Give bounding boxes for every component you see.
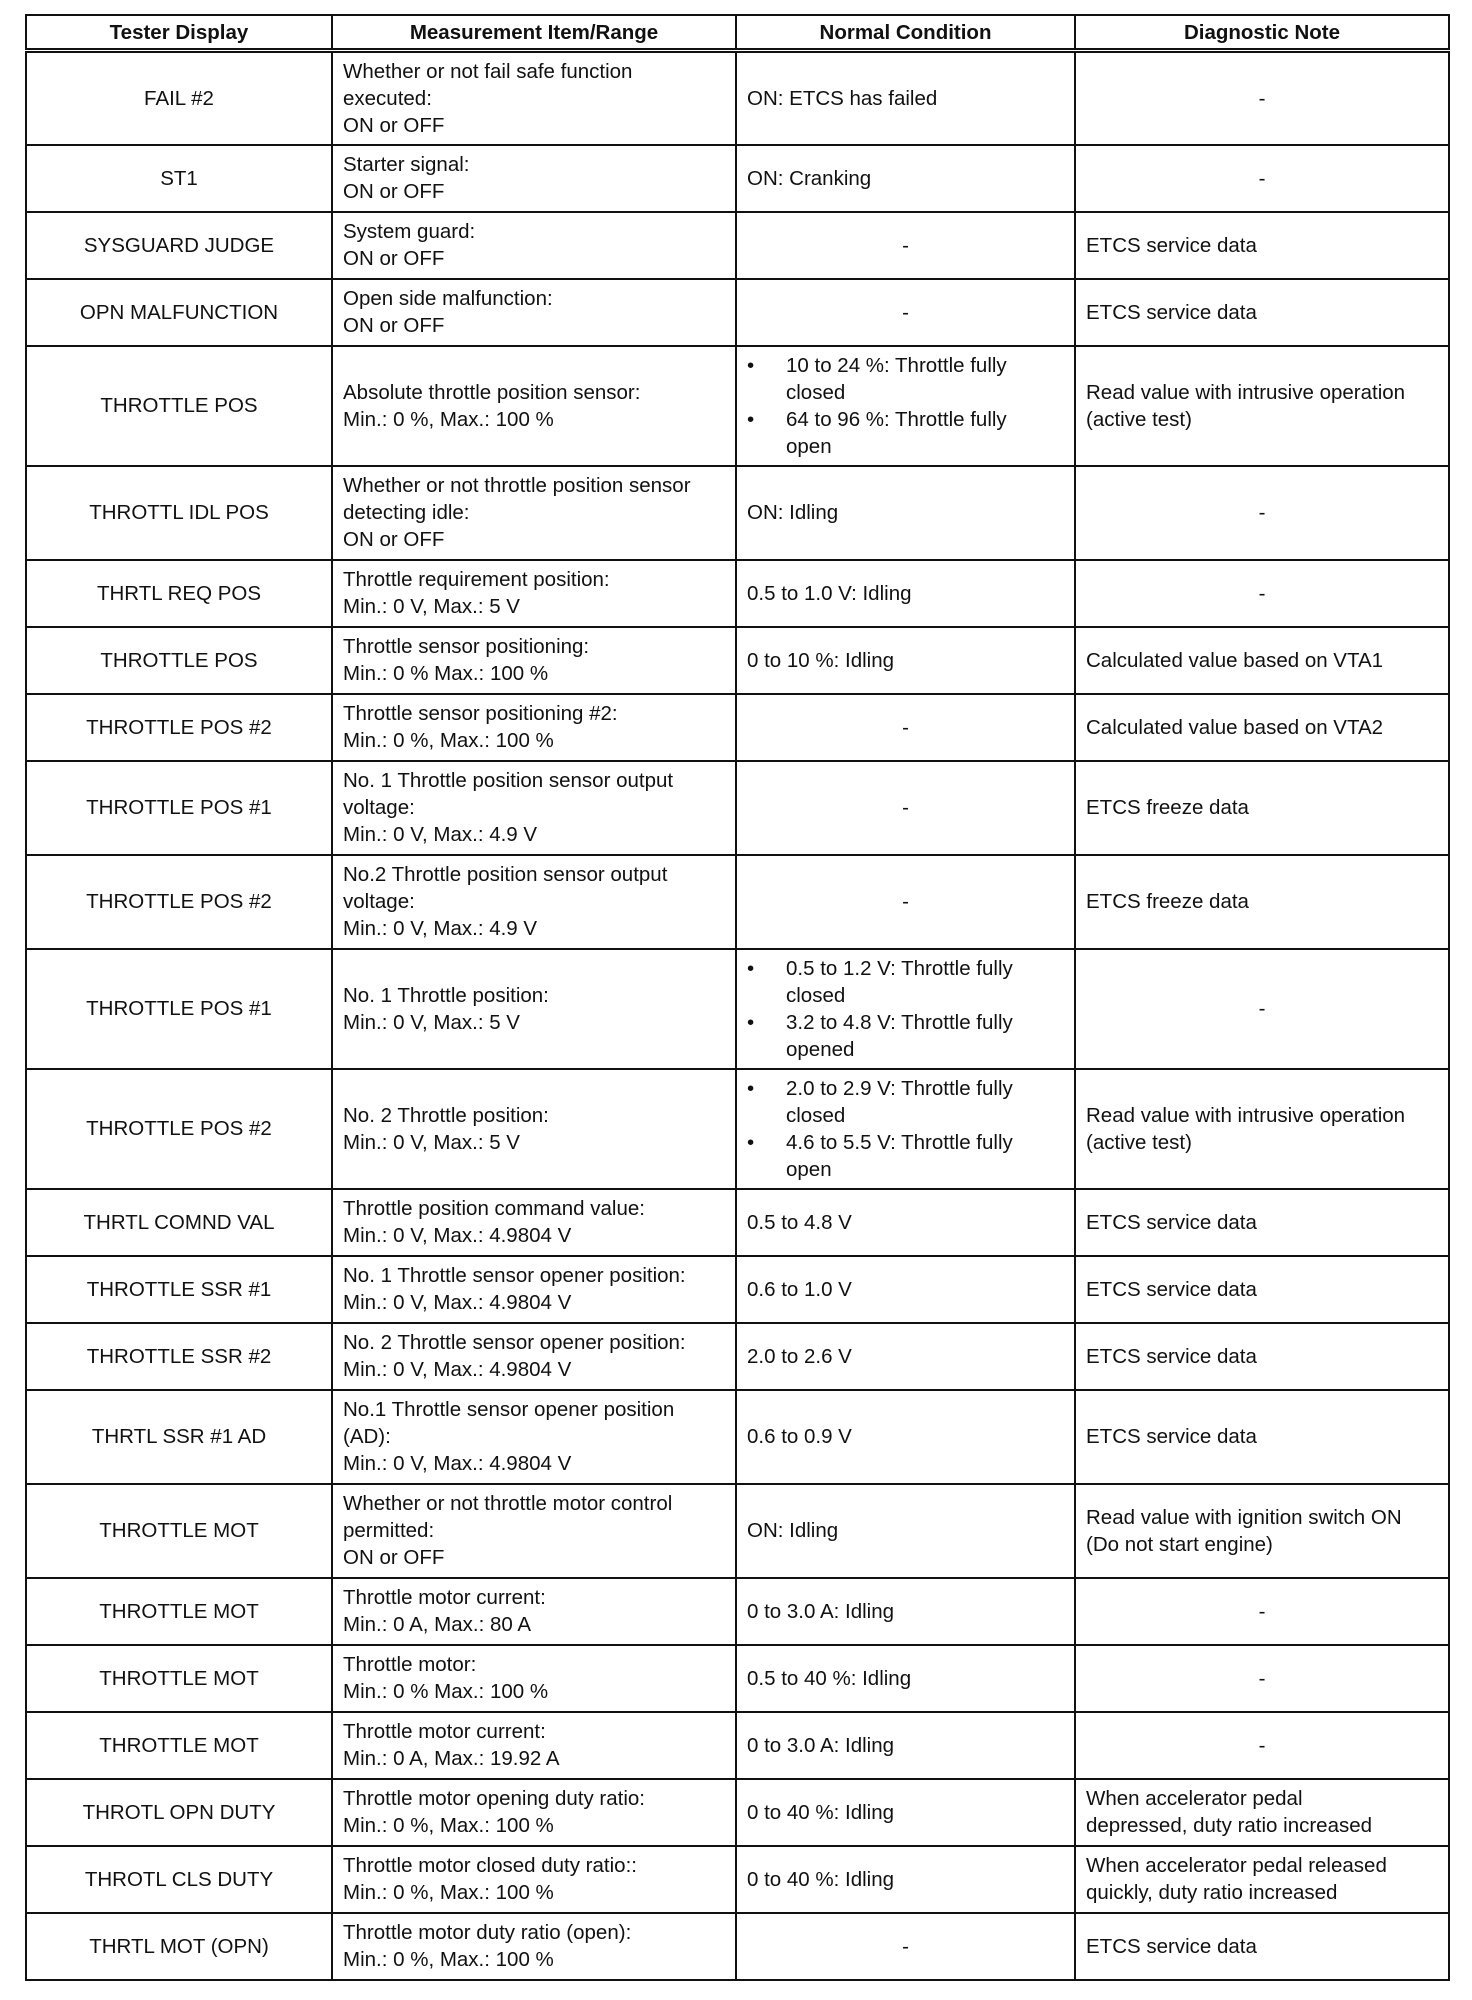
table-row bbox=[26, 466, 1449, 560]
normal-condition-line: • 64 to 96 %: Throttle fully bbox=[786, 407, 1007, 431]
tester-display-cell: THROTTLE SSR #2 bbox=[26, 1323, 332, 1390]
normal-condition-cell bbox=[736, 145, 1075, 212]
diagnostic-note-cell bbox=[1075, 1069, 1449, 1189]
diagnostic-note-cell bbox=[1075, 855, 1449, 949]
diagnostic-note-cell bbox=[1075, 1846, 1449, 1913]
measurement-item-cell bbox=[332, 1189, 736, 1256]
tester-display-cell: THROTTLE MOT bbox=[26, 1712, 332, 1779]
normal-condition-bullet-item bbox=[772, 1075, 1064, 1129]
diagnostic-note-line: (Do not start engine) bbox=[1086, 1532, 1273, 1556]
measurement-item-cell bbox=[332, 279, 736, 346]
tester-display-cell: THROTL CLS DUTY bbox=[26, 1846, 332, 1913]
table-row bbox=[26, 761, 1449, 855]
tester-display-cell: THROTTLE MOT bbox=[26, 1484, 332, 1578]
measurement-item-line: No.2 Throttle position sensor output bbox=[343, 863, 668, 886]
normal-condition-line: - bbox=[902, 1934, 909, 1958]
tester-display-cell: THROTTLE POS #2 bbox=[26, 855, 332, 949]
measurement-item-line: Min.: 0 %, Max.: 100 % bbox=[343, 1948, 554, 1971]
normal-condition-line: ON: Cranking bbox=[747, 166, 872, 190]
tester-display-cell: THROTTLE POS #2 bbox=[26, 694, 332, 761]
normal-condition-line: 0 to 40 %: Idling bbox=[747, 1800, 895, 1824]
measurement-item-cell bbox=[332, 1779, 736, 1846]
table-row bbox=[26, 1712, 1449, 1779]
measurement-item-cell bbox=[332, 694, 736, 761]
table-row bbox=[26, 1256, 1449, 1323]
normal-condition-cell bbox=[736, 1323, 1075, 1390]
measurement-item-cell bbox=[332, 1484, 736, 1578]
diagnostic-note-line: - bbox=[1258, 501, 1266, 524]
measurement-item-line: Starter signal: bbox=[343, 153, 470, 176]
tester-display-cell: THROTTL IDL POS bbox=[26, 466, 332, 560]
table-row bbox=[26, 1189, 1449, 1256]
normal-condition-cell bbox=[736, 761, 1075, 855]
tester-display-cell: THRTL MOT (OPN) bbox=[26, 1913, 332, 1980]
diagnostic-note-line: - bbox=[1258, 997, 1266, 1020]
normal-condition-cell bbox=[736, 1484, 1075, 1578]
diagnostic-note-cell bbox=[1075, 279, 1449, 346]
normal-condition-line: opened bbox=[786, 1037, 855, 1061]
diagnostic-note-cell bbox=[1075, 1390, 1449, 1484]
diagnostic-note-line: ETCS service data bbox=[1086, 1210, 1257, 1234]
measurement-item-line: Throttle motor closed duty ratio:: bbox=[343, 1854, 637, 1877]
measurement-item-line: Whether or not throttle position sensor bbox=[343, 474, 691, 497]
measurement-item-line: Throttle sensor positioning: bbox=[343, 635, 590, 658]
header-tester-display: Tester Display bbox=[26, 15, 332, 51]
header-normal-condition: Normal Condition bbox=[736, 15, 1075, 51]
table-row bbox=[26, 855, 1449, 949]
tester-display-cell: THROTTLE MOT bbox=[26, 1578, 332, 1645]
diagnostic-note-cell bbox=[1075, 466, 1449, 560]
measurement-item-line: Open side malfunction: bbox=[343, 287, 553, 310]
normal-condition-line: closed bbox=[786, 380, 846, 404]
measurement-item-line: Min.: 0 V, Max.: 4.9804 V bbox=[343, 1291, 572, 1314]
normal-condition-line: ON: ETCS has failed bbox=[747, 86, 938, 110]
normal-condition-line: • 10 to 24 %: Throttle fully bbox=[786, 353, 1007, 377]
normal-condition-line: • 4.6 to 5.5 V: Throttle fully bbox=[786, 1130, 1013, 1154]
measurement-item-line: Min.: 0 V, Max.: 4.9 V bbox=[343, 823, 538, 846]
table-row bbox=[26, 949, 1449, 1069]
measurement-item-line: ON or OFF bbox=[343, 247, 445, 270]
tester-display-cell: THRTL SSR #1 AD bbox=[26, 1390, 332, 1484]
measurement-item-line: Throttle requirement position: bbox=[343, 568, 610, 591]
measurement-item-line: Min.: 0 V, Max.: 4.9804 V bbox=[343, 1452, 572, 1475]
diagnostic-note-cell bbox=[1075, 1712, 1449, 1779]
measurement-item-cell bbox=[332, 1069, 736, 1189]
diagnostic-note-line: When accelerator pedal released bbox=[1086, 1854, 1387, 1877]
diagnostic-note-line: Calculated value based on VTA2 bbox=[1086, 715, 1384, 739]
normal-condition-cell bbox=[736, 51, 1075, 145]
measurement-item-line: Throttle motor opening duty ratio: bbox=[343, 1787, 645, 1810]
measurement-item-line: Min.: 0 %, Max.: 100 % bbox=[343, 407, 554, 431]
diagnostic-note-line: - bbox=[1258, 166, 1266, 190]
table-row bbox=[26, 51, 1449, 145]
diagnostic-note-line: ETCS service data bbox=[1086, 1425, 1257, 1448]
measurement-item-line: Throttle motor: bbox=[343, 1653, 477, 1676]
normal-condition-line: ON: Idling bbox=[747, 1519, 839, 1542]
measurement-item-cell bbox=[332, 560, 736, 627]
normal-condition-cell bbox=[736, 346, 1075, 466]
tester-display-cell: FAIL #2 bbox=[26, 51, 332, 145]
measurement-item-line: Min.: 0 V, Max.: 5 V bbox=[343, 1130, 520, 1154]
diagnostic-note-line: ETCS service data bbox=[1086, 1344, 1257, 1368]
diagnostic-note-cell bbox=[1075, 346, 1449, 466]
measurement-item-line: Min.: 0 V, Max.: 4.9804 V bbox=[343, 1224, 572, 1247]
table-row bbox=[26, 1069, 1449, 1189]
normal-condition-cell bbox=[736, 1846, 1075, 1913]
table-row bbox=[26, 1484, 1449, 1578]
measurement-item-line: Min.: 0 A, Max.: 80 A bbox=[343, 1613, 532, 1636]
table-row bbox=[26, 279, 1449, 346]
diagnostic-note-cell bbox=[1075, 1323, 1449, 1390]
tester-display-cell: THRTL COMND VAL bbox=[26, 1189, 332, 1256]
normal-condition-line: 0.5 to 1.0 V: Idling bbox=[747, 581, 912, 605]
measurement-item-cell bbox=[332, 1578, 736, 1645]
header-diagnostic-note: Diagnostic Note bbox=[1075, 15, 1449, 51]
diagnostic-note-line: Read value with intrusive operation bbox=[1086, 1103, 1406, 1127]
normal-condition-line: ON: Idling bbox=[747, 501, 839, 524]
table-row bbox=[26, 1578, 1449, 1645]
normal-condition-line: 0 to 40 %: Idling bbox=[747, 1867, 895, 1891]
measurement-item-line: ON or OFF bbox=[343, 180, 445, 203]
measurement-item-line: Throttle position command value: bbox=[343, 1197, 645, 1220]
measurement-item-line: executed: bbox=[343, 86, 432, 110]
measurement-item-cell bbox=[332, 855, 736, 949]
normal-condition-line: 0.5 to 4.8 V bbox=[747, 1210, 852, 1234]
measurement-item-line: (AD): bbox=[343, 1425, 391, 1448]
measurement-item-cell bbox=[332, 1846, 736, 1913]
normal-condition-bullet-list bbox=[747, 352, 1064, 460]
tester-display-cell: THRTL REQ POS bbox=[26, 560, 332, 627]
table-row bbox=[26, 1645, 1449, 1712]
normal-condition-line: • 2.0 to 2.9 V: Throttle fully bbox=[786, 1076, 1013, 1100]
measurement-item-line: Min.: 0 %, Max.: 100 % bbox=[343, 1881, 554, 1904]
measurement-item-line: ON or OFF bbox=[343, 1546, 445, 1569]
diagnostic-note-cell bbox=[1075, 1779, 1449, 1846]
diagnostic-note-cell bbox=[1075, 761, 1449, 855]
measurement-item-cell bbox=[332, 51, 736, 145]
diagnostic-note-line: - bbox=[1258, 1599, 1266, 1623]
normal-condition-line: 0.5 to 40 %: Idling bbox=[747, 1666, 912, 1690]
diagnostic-note-line: Calculated value based on VTA1 bbox=[1086, 648, 1384, 672]
measurement-item-cell bbox=[332, 1256, 736, 1323]
diagnostic-note-cell bbox=[1075, 560, 1449, 627]
diagnostic-note-line: When accelerator pedal bbox=[1086, 1787, 1303, 1810]
measurement-item-line: No. 1 Throttle position: bbox=[343, 983, 549, 1007]
measurement-item-cell bbox=[332, 1390, 736, 1484]
normal-condition-line: 0.6 to 1.0 V bbox=[747, 1277, 852, 1301]
diagnostic-note-cell bbox=[1075, 694, 1449, 761]
normal-condition-line: - bbox=[902, 890, 909, 913]
diagnostic-note-line: ETCS freeze data bbox=[1086, 796, 1249, 819]
measurement-item-line: Throttle motor current: bbox=[343, 1586, 546, 1609]
normal-condition-line: closed bbox=[786, 1103, 846, 1127]
normal-condition-line: open bbox=[786, 434, 832, 458]
table-row bbox=[26, 212, 1449, 279]
normal-condition-cell bbox=[736, 279, 1075, 346]
diagnostic-note-line: (active test) bbox=[1086, 407, 1192, 431]
diagnostic-note-line: ETCS service data bbox=[1086, 1934, 1257, 1958]
tester-display-cell: THROTTLE MOT bbox=[26, 1645, 332, 1712]
normal-condition-cell bbox=[736, 1779, 1075, 1846]
normal-condition-cell bbox=[736, 694, 1075, 761]
normal-condition-cell bbox=[736, 560, 1075, 627]
diagnostic-note-cell bbox=[1075, 1645, 1449, 1712]
diagnostic-note-line: - bbox=[1258, 1666, 1266, 1690]
diagnostic-note-line: depressed, duty ratio increased bbox=[1086, 1814, 1373, 1837]
measurement-item-line: Whether or not fail safe function bbox=[343, 59, 633, 83]
normal-condition-line: closed bbox=[786, 983, 846, 1007]
measurement-item-line: Absolute throttle position sensor: bbox=[343, 380, 641, 404]
tester-display-cell: THROTTLE POS #2 bbox=[26, 1069, 332, 1189]
normal-condition-line: - bbox=[902, 796, 909, 819]
measurement-item-line: permitted: bbox=[343, 1519, 435, 1542]
measurement-item-line: voltage: bbox=[343, 796, 415, 819]
table-row bbox=[26, 694, 1449, 761]
diagnostic-note-line: - bbox=[1258, 581, 1266, 605]
measurement-item-line: Min.: 0 %, Max.: 100 % bbox=[343, 1814, 554, 1837]
tester-display-cell: THROTTLE POS bbox=[26, 346, 332, 466]
normal-condition-cell bbox=[736, 1578, 1075, 1645]
measurement-item-cell bbox=[332, 627, 736, 694]
normal-condition-cell bbox=[736, 1390, 1075, 1484]
diagnostic-note-cell bbox=[1075, 1256, 1449, 1323]
normal-condition-line: 0 to 10 %: Idling bbox=[747, 648, 895, 672]
measurement-item-line: detecting idle: bbox=[343, 501, 470, 524]
table-row bbox=[26, 1779, 1449, 1846]
diagnostic-note-cell bbox=[1075, 949, 1449, 1069]
tester-display-cell: THROTTLE SSR #1 bbox=[26, 1256, 332, 1323]
measurement-item-cell bbox=[332, 1712, 736, 1779]
normal-condition-line: 0 to 3.0 A: Idling bbox=[747, 1733, 895, 1757]
diagnostic-data-table bbox=[25, 14, 1450, 1981]
measurement-item-cell bbox=[332, 466, 736, 560]
table-row bbox=[26, 1846, 1449, 1913]
normal-condition-line: 0.6 to 0.9 V bbox=[747, 1425, 852, 1448]
table-row bbox=[26, 1913, 1449, 1980]
table-row bbox=[26, 627, 1449, 694]
measurement-item-cell bbox=[332, 1645, 736, 1712]
diagnostic-note-cell bbox=[1075, 212, 1449, 279]
measurement-item-line: Min.: 0 % Max.: 100 % bbox=[343, 1680, 549, 1703]
tester-display-cell: ST1 bbox=[26, 145, 332, 212]
measurement-item-line: Throttle motor current: bbox=[343, 1720, 546, 1743]
normal-condition-cell bbox=[736, 1256, 1075, 1323]
diagnostic-note-cell bbox=[1075, 627, 1449, 694]
normal-condition-cell bbox=[736, 212, 1075, 279]
table-row bbox=[26, 560, 1449, 627]
measurement-item-line: Min.: 0 %, Max.: 100 % bbox=[343, 729, 554, 752]
diagnostic-note-cell bbox=[1075, 51, 1449, 145]
measurement-item-cell bbox=[332, 761, 736, 855]
diagnostic-note-line: - bbox=[1258, 1733, 1266, 1757]
measurement-item-line: No. 1 Throttle position sensor output bbox=[343, 769, 674, 792]
measurement-item-cell bbox=[332, 949, 736, 1069]
measurement-item-line: No. 2 Throttle position: bbox=[343, 1103, 549, 1127]
header-measurement-item: Measurement Item/Range bbox=[332, 15, 736, 51]
measurement-item-line: ON or OFF bbox=[343, 528, 445, 551]
normal-condition-cell bbox=[736, 855, 1075, 949]
normal-condition-line: • 3.2 to 4.8 V: Throttle fully bbox=[786, 1010, 1013, 1034]
measurement-item-line: Throttle motor duty ratio (open): bbox=[343, 1921, 632, 1944]
normal-condition-cell bbox=[736, 1712, 1075, 1779]
normal-condition-cell bbox=[736, 949, 1075, 1069]
normal-condition-bullet-list bbox=[747, 1075, 1064, 1183]
normal-condition-line: 2.0 to 2.6 V bbox=[747, 1344, 852, 1368]
diagnostic-note-cell bbox=[1075, 1913, 1449, 1980]
diagnostic-note-line: ETCS freeze data bbox=[1086, 890, 1249, 913]
diagnostic-note-cell bbox=[1075, 1484, 1449, 1578]
table-header-row bbox=[26, 15, 1449, 51]
measurement-item-line: No.1 Throttle sensor opener position bbox=[343, 1398, 675, 1421]
diagnostic-note-cell bbox=[1075, 145, 1449, 212]
diagnostic-note-line: Read value with ignition switch ON bbox=[1086, 1505, 1402, 1529]
tester-display-cell: THROTTLE POS #1 bbox=[26, 761, 332, 855]
normal-condition-bullet-item bbox=[772, 352, 1064, 406]
measurement-item-line: ON or OFF bbox=[343, 314, 445, 337]
measurement-item-line: System guard: bbox=[343, 220, 476, 243]
table-row bbox=[26, 1390, 1449, 1484]
normal-condition-cell bbox=[736, 466, 1075, 560]
measurement-item-cell bbox=[332, 145, 736, 212]
diagnostic-note-cell bbox=[1075, 1189, 1449, 1256]
diagnostic-note-cell bbox=[1075, 1578, 1449, 1645]
tester-display-cell: THROTTLE POS bbox=[26, 627, 332, 694]
diagnostic-note-line: ETCS service data bbox=[1086, 300, 1257, 324]
diagnostic-note-line: (active test) bbox=[1086, 1130, 1192, 1154]
tester-display-cell: SYSGUARD JUDGE bbox=[26, 212, 332, 279]
measurement-item-line: Min.: 0 V, Max.: 4.9804 V bbox=[343, 1358, 572, 1381]
normal-condition-cell bbox=[736, 1913, 1075, 1980]
normal-condition-bullet-item bbox=[772, 406, 1064, 460]
table-body bbox=[26, 51, 1449, 1980]
measurement-item-line: No. 1 Throttle sensor opener position: bbox=[343, 1264, 686, 1287]
normal-condition-line: 0 to 3.0 A: Idling bbox=[747, 1599, 895, 1623]
measurement-item-line: Min.: 0 % Max.: 100 % bbox=[343, 662, 549, 685]
normal-condition-bullet-list bbox=[747, 955, 1064, 1063]
normal-condition-line: - bbox=[902, 715, 909, 739]
normal-condition-bullet-item bbox=[772, 1129, 1064, 1183]
measurement-item-line: Min.: 0 V, Max.: 5 V bbox=[343, 595, 520, 618]
measurement-item-line: No. 2 Throttle sensor opener position: bbox=[343, 1331, 686, 1354]
measurement-item-line: Min.: 0 A, Max.: 19.92 A bbox=[343, 1747, 560, 1770]
diagnostic-note-line: quickly, duty ratio increased bbox=[1086, 1881, 1338, 1904]
normal-condition-line: • 0.5 to 1.2 V: Throttle fully bbox=[786, 956, 1013, 980]
diagnostic-note-line: ETCS service data bbox=[1086, 1277, 1257, 1301]
measurement-item-cell bbox=[332, 212, 736, 279]
table-row bbox=[26, 145, 1449, 212]
normal-condition-line: open bbox=[786, 1157, 832, 1181]
measurement-item-line: ON or OFF bbox=[343, 113, 445, 137]
measurement-item-line: Throttle sensor positioning #2: bbox=[343, 702, 618, 725]
diagnostic-note-line: Read value with intrusive operation bbox=[1086, 380, 1406, 404]
normal-condition-cell bbox=[736, 1189, 1075, 1256]
diagnostic-note-line: ETCS service data bbox=[1086, 233, 1257, 257]
measurement-item-cell bbox=[332, 346, 736, 466]
measurement-item-cell bbox=[332, 1913, 736, 1980]
normal-condition-cell bbox=[736, 1645, 1075, 1712]
normal-condition-line: - bbox=[902, 233, 909, 257]
normal-condition-cell bbox=[736, 627, 1075, 694]
normal-condition-line: - bbox=[902, 300, 909, 324]
normal-condition-cell bbox=[736, 1069, 1075, 1189]
tester-display-cell: THROTL OPN DUTY bbox=[26, 1779, 332, 1846]
measurement-item-line: voltage: bbox=[343, 890, 415, 913]
measurement-item-line: Min.: 0 V, Max.: 5 V bbox=[343, 1010, 520, 1034]
normal-condition-bullet-item bbox=[772, 955, 1064, 1009]
normal-condition-bullet-item bbox=[772, 1009, 1064, 1063]
measurement-item-line: Min.: 0 V, Max.: 4.9 V bbox=[343, 917, 538, 940]
table-row bbox=[26, 1323, 1449, 1390]
tester-display-cell: THROTTLE POS #1 bbox=[26, 949, 332, 1069]
measurement-item-cell bbox=[332, 1323, 736, 1390]
diagnostic-note-line: - bbox=[1258, 86, 1266, 110]
measurement-item-line: Whether or not throttle motor control bbox=[343, 1492, 673, 1515]
table-row bbox=[26, 346, 1449, 466]
tester-display-cell: OPN MALFUNCTION bbox=[26, 279, 332, 346]
